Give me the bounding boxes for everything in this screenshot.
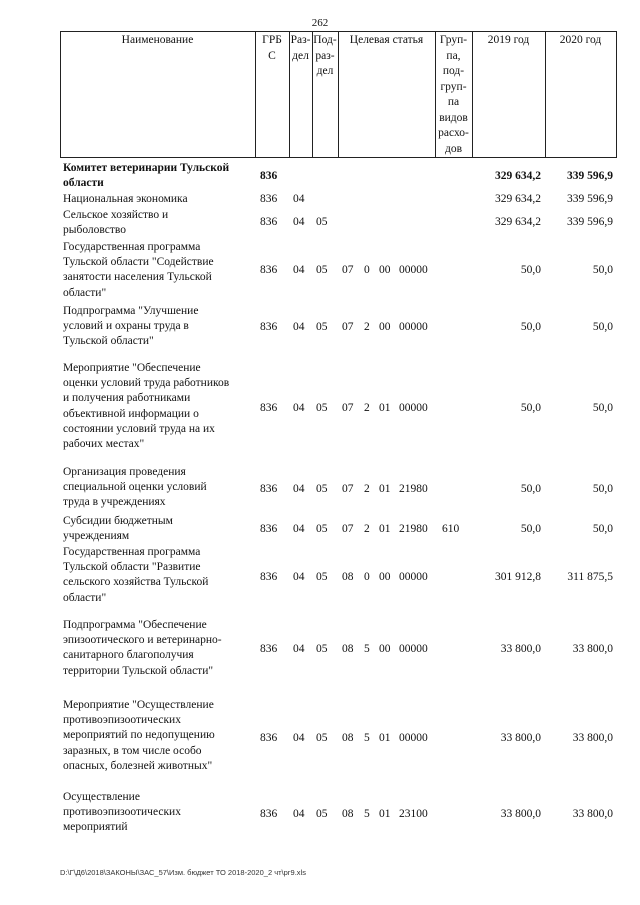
row-name-line: рабочих местах": [63, 438, 145, 451]
cell-grbs: 836: [260, 523, 278, 535]
row-name-line: учреждениям: [63, 530, 130, 543]
cell-2019: 50,0: [520, 264, 541, 276]
header-podrazdel-line: Под-: [313, 34, 337, 46]
cell-2019: 329 634,2: [495, 216, 541, 228]
cell-podrazdel: 05: [316, 643, 328, 655]
cell-target-event: 01: [379, 523, 391, 535]
row-name-line: Тульской области": [63, 335, 154, 348]
row-name-line: и получения работниками: [63, 392, 191, 405]
cell-2019: 50,0: [520, 483, 541, 495]
row-name-line: Сельское хозяйство и: [63, 209, 169, 221]
cell-target-direction: 00000: [399, 571, 428, 583]
row-name: [63, 240, 253, 301]
cell-target-subprogram: 5: [364, 732, 370, 744]
cell-grbs: 836: [260, 216, 278, 228]
header-grbs: [255, 33, 289, 64]
row-name-line: сельского хозяйства Тульской: [63, 576, 209, 589]
row-name-line: оценки условий труда работников: [63, 377, 230, 390]
row-name: [63, 304, 253, 350]
row-name-line: территории Тульской области": [63, 664, 214, 677]
row-name-line: Государственная программа: [63, 546, 201, 558]
cell-grbs: 836: [260, 264, 278, 276]
header-group: [435, 33, 472, 157]
header-bottom-border: [60, 157, 617, 158]
row-name-line: противоэпизоотических: [63, 806, 181, 819]
cell-target-program: 08: [342, 808, 354, 820]
cell-grbs: 836: [260, 402, 278, 414]
col-border: [472, 31, 473, 157]
row-name: [63, 161, 253, 191]
cell-razdel: 04: [293, 808, 305, 820]
header-podrazdel: [312, 33, 338, 80]
cell-2019: 329 634,2: [495, 193, 541, 205]
cell-target-program: 07: [342, 264, 354, 276]
cell-target-event: 01: [379, 402, 391, 414]
cell-target-direction: 00000: [399, 321, 428, 333]
row-name-line: мероприятий: [63, 821, 128, 834]
row-name: [63, 790, 253, 836]
cell-2019: 33 800,0: [500, 808, 541, 820]
row-name-line: Мероприятие "Осуществление: [63, 699, 214, 711]
row-name-line: Тульской области "Содействие: [63, 256, 214, 269]
cell-2019: 33 800,0: [500, 643, 541, 655]
col-border: [338, 31, 339, 157]
row-name-line: области": [63, 286, 107, 299]
row-name-line: рыболовство: [63, 224, 127, 237]
page-number: 262: [311, 17, 329, 29]
row-name: [63, 545, 253, 606]
cell-podrazdel: 05: [316, 571, 328, 583]
cell-target-direction: 00000: [399, 402, 428, 414]
cell-grbs: 836: [260, 571, 278, 583]
header-razdel: [289, 33, 312, 64]
row-name-line: Подпрограмма "Улучшение: [63, 305, 199, 317]
cell-2019: 50,0: [520, 523, 541, 535]
row-name-line: состоянии условий труда на их: [63, 422, 215, 435]
cell-razdel: 04: [293, 216, 305, 228]
cell-razdel: 04: [293, 483, 305, 495]
cell-target-event: 00: [379, 264, 391, 276]
cell-2020: 50,0: [592, 321, 613, 333]
cell-razdel: 04: [293, 732, 305, 744]
cell-target-program: 07: [342, 402, 354, 414]
row-name-line: мероприятий по недопущению: [63, 729, 215, 742]
cell-podrazdel: 05: [316, 321, 328, 333]
header-target-article: Целевая статья: [349, 34, 424, 46]
row-name-line: эпизоотического и ветеринарно-: [63, 634, 222, 647]
cell-grbs: 836: [260, 321, 278, 333]
cell-target-subprogram: 0: [364, 571, 370, 583]
cell-2020: 33 800,0: [572, 643, 613, 655]
cell-target-event: 00: [379, 643, 391, 655]
cell-podrazdel: 05: [316, 216, 328, 228]
header-group-line: па,: [446, 49, 461, 62]
row-name-line: Национальная экономика: [63, 193, 188, 205]
cell-target-direction: 23100: [399, 808, 428, 820]
cell-podrazdel: 05: [316, 483, 328, 495]
header-razdel-line: Раз-: [290, 34, 311, 46]
cell-grbs: 836: [260, 732, 278, 744]
cell-2020: 339 596,9: [567, 193, 613, 205]
row-name-line: области: [63, 177, 104, 190]
cell-razdel: 04: [293, 264, 305, 276]
header-grbs-line: ГРБ: [262, 34, 282, 46]
cell-target-direction: 00000: [399, 264, 428, 276]
file-path-footer: D:\Г\Д6\2018\ЗАКОНЫ\ЗАС_57\Изм. бюджет ТО 2018-2020_2 чт\рг9.xls: [60, 868, 306, 877]
row-name: [63, 208, 253, 238]
row-name: [63, 698, 253, 774]
cell-podrazdel: 05: [316, 402, 328, 414]
cell-target-event: 00: [379, 321, 391, 333]
row-name-line: Подпрограмма "Обеспечение: [63, 619, 207, 631]
cell-podrazdel: 05: [316, 523, 328, 535]
cell-target-subprogram: 2: [364, 523, 370, 535]
cell-target-subprogram: 2: [364, 321, 370, 333]
cell-razdel: 04: [293, 643, 305, 655]
row-name-line: Тульской области "Развитие: [63, 561, 201, 574]
cell-target-program: 08: [342, 571, 354, 583]
row-name-line: объективной информации о: [63, 407, 199, 420]
cell-grbs: 836: [260, 483, 278, 495]
row-name-line: санитарного благополучия: [63, 649, 194, 662]
cell-target-program: 07: [342, 321, 354, 333]
row-name-line: заразных, в том числе особо: [63, 744, 202, 757]
row-name-line: Государственная программа: [63, 241, 201, 253]
row-name: [63, 192, 253, 207]
cell-target-direction: 00000: [399, 732, 428, 744]
cell-target-program: 07: [342, 523, 354, 535]
cell-2020: 33 800,0: [572, 808, 613, 820]
cell-target-subprogram: 2: [364, 483, 370, 495]
cell-razdel: 04: [293, 571, 305, 583]
row-name-line: Организация проведения: [63, 466, 186, 478]
cell-target-direction: 21980: [399, 523, 428, 535]
col-border: [616, 31, 617, 157]
col-border: [545, 31, 546, 157]
cell-2019: 329 634,2: [495, 170, 541, 182]
cell-target-event: 01: [379, 732, 391, 744]
header-podrazdel-line: раз-: [315, 49, 335, 62]
cell-2020: 339 596,9: [567, 170, 613, 182]
cell-target-subprogram: 5: [364, 643, 370, 655]
header-2020: 2020 год: [559, 34, 602, 46]
cell-target-event: 01: [379, 808, 391, 820]
cell-razdel: 04: [293, 321, 305, 333]
cell-2020: 33 800,0: [572, 732, 613, 744]
cell-podrazdel: 05: [316, 808, 328, 820]
cell-target-event: 01: [379, 483, 391, 495]
cell-target-program: 08: [342, 732, 354, 744]
row-name-line: Мероприятие "Обеспечение: [63, 362, 201, 374]
cell-2020: 50,0: [592, 483, 613, 495]
row-name-line: условий и охраны труда в: [63, 320, 189, 333]
cell-2020: 50,0: [592, 402, 613, 414]
row-name: [63, 361, 253, 452]
cell-2019: 33 800,0: [500, 732, 541, 744]
header-group-line: под-: [442, 65, 465, 77]
cell-target-subprogram: 2: [364, 402, 370, 414]
header-podrazdel-line: дел: [316, 65, 334, 77]
cell-target-program: 07: [342, 483, 354, 495]
row-name-line: специальной оценки условий: [63, 481, 207, 494]
cell-target-subprogram: 5: [364, 808, 370, 820]
row-name-line: опасных, болезней животных": [63, 759, 213, 772]
header-group-line: видов: [439, 111, 468, 124]
cell-grbs: 836: [260, 643, 278, 655]
header-group-line: груп-: [440, 80, 467, 93]
cell-target-program: 08: [342, 643, 354, 655]
header-group-line: дов: [444, 142, 463, 155]
cell-target-direction: 21980: [399, 483, 428, 495]
cell-podrazdel: 05: [316, 264, 328, 276]
row-name: [63, 465, 253, 511]
header-group-line: па: [447, 96, 460, 108]
cell-podrazdel: 05: [316, 732, 328, 744]
header-razdel-line: дел: [292, 49, 309, 62]
header-grbs-line: С: [268, 49, 276, 62]
cell-2019: 50,0: [520, 402, 541, 414]
cell-grbs: 836: [260, 193, 278, 205]
cell-razdel: 04: [293, 523, 305, 535]
cell-2020: 339 596,9: [567, 216, 613, 228]
row-name: [63, 514, 253, 544]
cell-target-event: 00: [379, 571, 391, 583]
cell-razdel: 04: [293, 193, 305, 205]
cell-target-subprogram: 0: [364, 264, 370, 276]
cell-2019: 301 912,8: [495, 571, 541, 583]
row-name-line: труда в учреждениях: [63, 496, 166, 509]
header-2019: 2019 год: [487, 34, 530, 46]
cell-2020: 311 875,5: [567, 571, 613, 583]
row-name-line: Комитет ветеринарии Тульской: [63, 162, 230, 174]
row-name: [63, 618, 253, 679]
cell-grbs: 836: [260, 170, 278, 182]
row-name-line: Осуществление: [63, 791, 140, 803]
cell-razdel: 04: [293, 402, 305, 414]
cell-2020: 50,0: [592, 523, 613, 535]
header-name: Наименование: [121, 34, 194, 46]
row-name-line: области": [63, 591, 107, 604]
cell-2019: 50,0: [520, 321, 541, 333]
header-group-line: Груп-: [439, 34, 468, 46]
cell-target-direction: 00000: [399, 643, 428, 655]
header-group-line: расхо-: [438, 127, 469, 139]
row-name-line: занятости населения Тульской: [63, 271, 212, 284]
col-border: [60, 31, 61, 157]
cell-2020: 50,0: [592, 264, 613, 276]
cell-grbs: 836: [260, 808, 278, 820]
row-name-line: противоэпизоотических: [63, 714, 181, 727]
row-name-line: Субсидии бюджетным: [63, 515, 173, 527]
cell-expense-group: 610: [442, 523, 460, 535]
